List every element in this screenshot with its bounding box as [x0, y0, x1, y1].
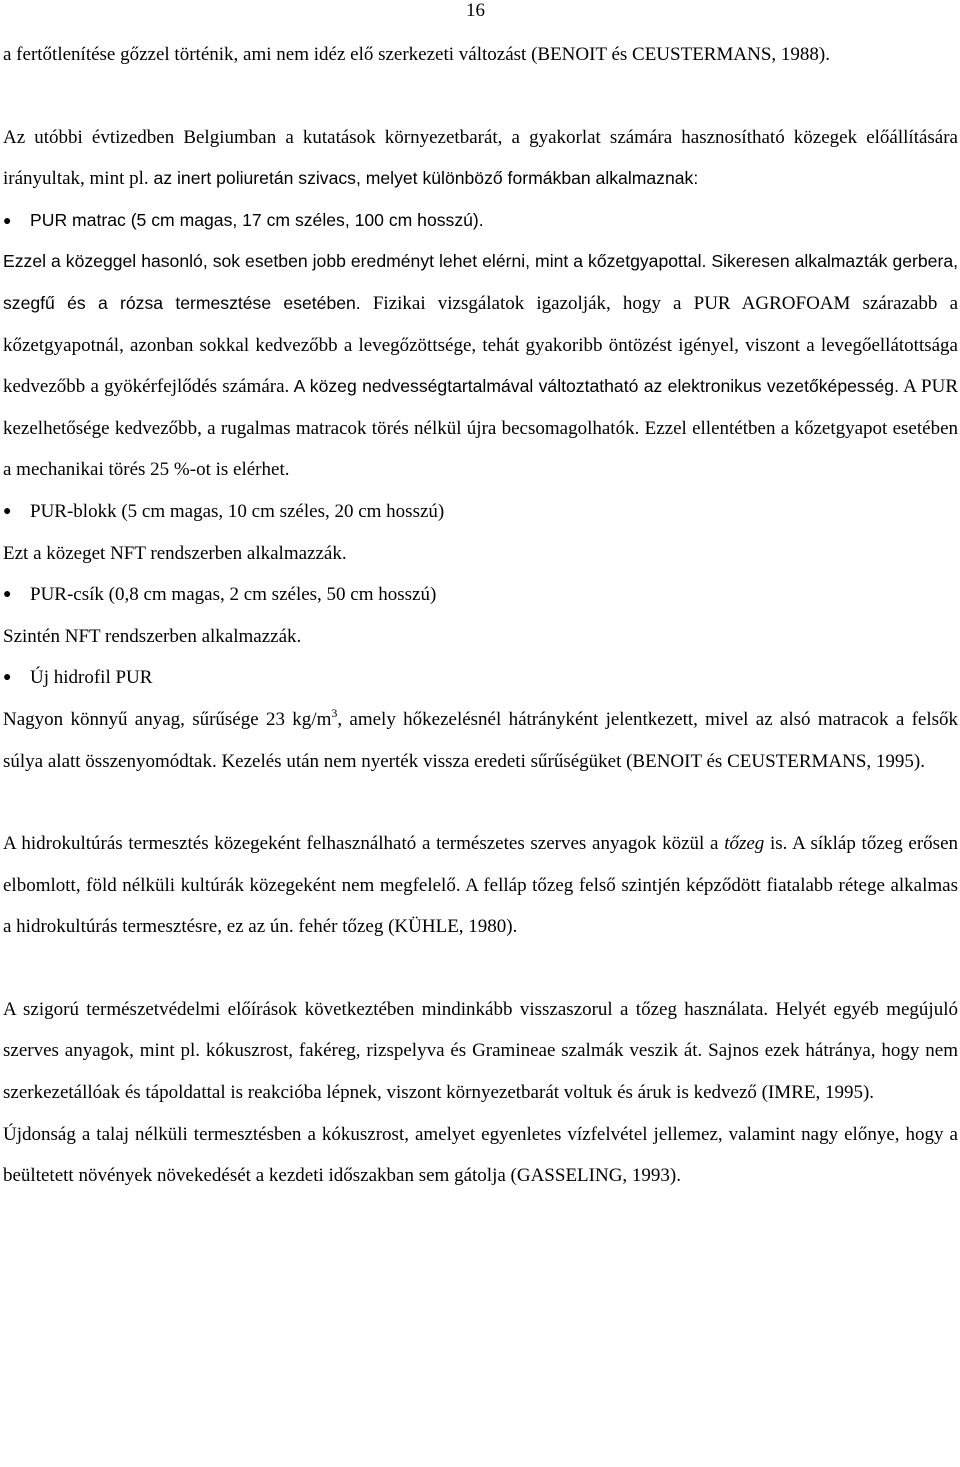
paragraph-6: A szigorú természetvédelmi előírások következtében mindinkább visszaszorul a tőzeg használata. Helyét egyéb megújuló szerves anyagok, mint pl. kókuszrost, fakéreg, rizspelyva és Gramineae szalmák veszik át. Sajnos ezek hátránya, hogy nem szerkezetállóak és tápoldattal is reakcióba lépnek, viszont környezetbarát voltuk és áruk is kedvező (IMRE, 1995).: [3, 998, 958, 1104]
bullet-1-text: PUR matrac (5 cm magas, 17 cm széles, 100 cm hosszú).: [30, 209, 484, 230]
bullet-3-description: Szintén NFT rendszerben alkalmazzák.: [3, 625, 302, 647]
bullet-icon: ●: [3, 503, 12, 519]
bullet-icon: ●: [3, 211, 12, 228]
bullet-icon: ●: [3, 670, 12, 686]
paragraph-2-text-serif: Az utóbbi évtizedben Belgiumban a kutatások környezetbarát, a gyakorlat számára hasznosítható közegek előállítására irányultak, mint pl.: [3, 126, 958, 190]
paragraph-5: [3, 823, 958, 948]
paragraph-1: a fertőtlenítése gőzzel történik, ami nem idéz elő szerkezeti változást (BENOIT és CEUSTERMANS, 1988).: [3, 44, 830, 65]
paragraph-5-italic: tőzeg: [724, 833, 765, 855]
paragraph-gap: [3, 782, 958, 823]
paragraph-4-text-b: , amely hőkezelésnél hátrányként jelentkezett, mivel az alsó matracok a felsők súlya alatt összenyomódtak. Kezelés után nem nyerték vissza eredeti sűrűségüket (BENOIT és CEUSTERMANS, 1995).: [3, 708, 959, 772]
paragraph-2-text-sans: az inert poliuretán szivacs, melyet különböző formákban alkalmaznak:: [148, 168, 699, 189]
list-item: [3, 200, 958, 242]
list-item: [3, 657, 958, 699]
bullet-3-text: PUR-csík (0,8 cm magas, 2 cm széles, 50 cm hosszú): [30, 584, 437, 606]
bullet-list-4: [3, 657, 958, 699]
bullet-2-text: PUR-blokk (5 cm magas, 10 cm széles, 20 cm hosszú): [30, 500, 445, 522]
bullet-4-text: Új hidrofil PUR: [30, 667, 153, 689]
page-number: 16: [466, 0, 485, 21]
paragraph-gap: [3, 76, 958, 117]
bullet-icon: ●: [3, 587, 12, 603]
paragraph-gap: [3, 948, 958, 989]
list-item: [3, 574, 958, 616]
paragraph-4-text-a: Nagyon könnyű anyag, sűrűsége 23 kg/m: [3, 708, 332, 730]
superscript: 3: [331, 705, 338, 720]
paragraph-3-text-serif-2: A PUR kezelhetősége kedvezőbb, a rugalmas matracok törés nélkül újra becsomagolhatók. Ezzel ellentétben a kőzetgyapot esetében a mechanikai törés 25 %-ot is elérhet.: [3, 376, 958, 481]
bullet-list-1: [3, 200, 958, 242]
bullet-list-3: [3, 574, 958, 616]
paragraph-3-text-serif: Fizikai vizsgálatok igazolják, hogy a PUR AGROFOAM szárazabb a kőzetgyapotnál, azonban sokkal kedvezőbb a levegőzöttsége, tehát gyakoribb öntözést igényel, viszont a levegőellátottsága kedvezőbb a gyökérfejlődés számára.: [3, 292, 958, 398]
paragraph-4: [3, 699, 958, 782]
document-body: [3, 34, 958, 1197]
paragraph-3-text-sans: Ezzel a közeggel hasonló, sok esetben jobb eredményt lehet elérni, mint a kőzetgyapottal. Sikeresen alkalmazták gerbera, szegfű és a rózsa termesztése esetében.: [3, 251, 958, 313]
bullet-2-description: Ezt a közeget NFT rendszerben alkalmazzák.: [3, 542, 347, 564]
paragraph-3-text-sans-2: A közeg nedvességtartalmával változtatható az elektronikus vezetőképesség.: [289, 376, 899, 397]
paragraph-5-text-a: A hidrokultúrás termesztés közegeként felhasználható a természetes szerves anyagok közül a: [3, 833, 725, 855]
list-item: [3, 491, 958, 533]
paragraph-2: [3, 117, 958, 200]
paragraph-5-text-b: is. A síkláp tőzeg erősen elbomlott, föld nélküli kultúrák közegeként nem megfelelő. A felláp tőzeg felső szintjén képződött fiatalabb rétege alkalmas a hidrokultúrás termesztésre, ez az ún. fehér tőzeg (KÜHLE, 1980).: [3, 833, 959, 938]
bullet-list-2: [3, 491, 958, 533]
paragraph-3: [3, 241, 958, 491]
paragraph-7: Újdonság a talaj nélküli termesztésben a kókuszrost, amelyet egyenletes vízfelvétel jellemez, valamint nagy előnye, hogy a beültetett növények növekedését a kezdeti időszakban sem gátolja (GASSELING, 1993).: [3, 1123, 958, 1187]
